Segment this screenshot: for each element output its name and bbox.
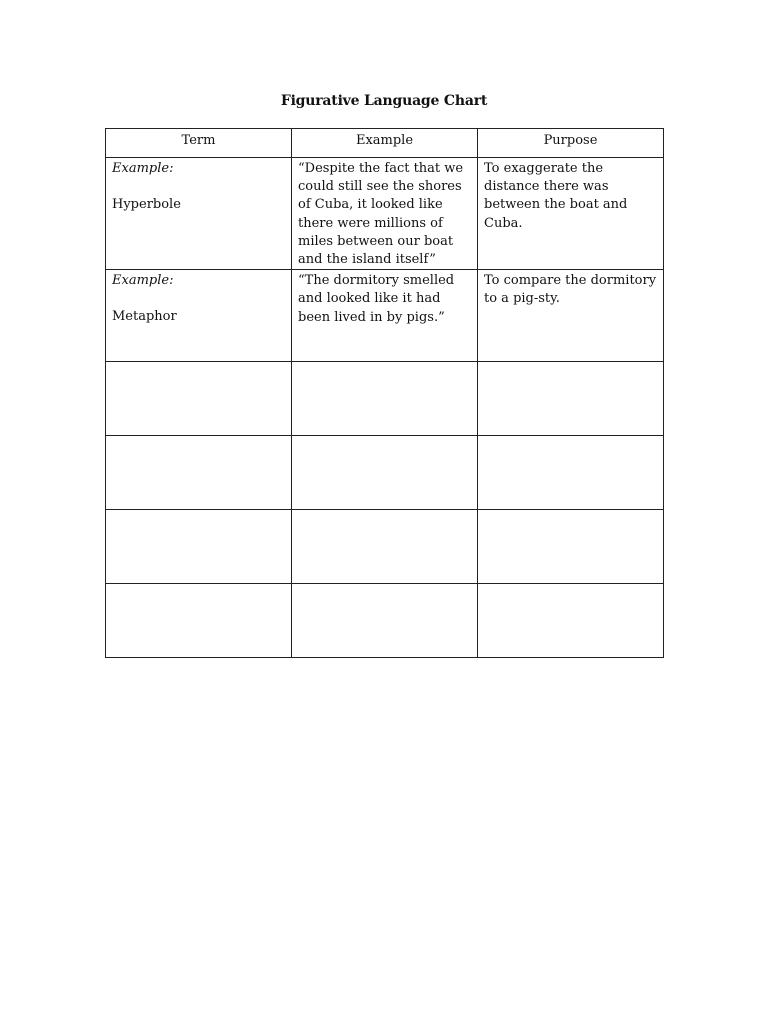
empty-purpose-cell[interactable] — [478, 510, 664, 584]
empty-example-cell[interactable] — [292, 436, 478, 510]
empty-purpose-cell[interactable] — [478, 436, 664, 510]
empty-purpose-cell[interactable] — [478, 362, 664, 436]
empty-example-cell[interactable] — [292, 510, 478, 584]
table-row — [106, 270, 664, 362]
empty-table-row — [106, 510, 664, 584]
empty-table-row — [106, 436, 664, 510]
purpose-cell: To compare the dormitory to a pig-sty. — [478, 270, 664, 362]
term-name: Hyperbole — [112, 197, 181, 213]
empty-purpose-cell[interactable] — [478, 584, 664, 658]
term-name: Metaphor — [112, 309, 177, 325]
example-label: Example: — [112, 161, 174, 176]
example-cell: “The dormitory smelled and looked like it had been lived in by pigs.” — [292, 270, 478, 362]
empty-term-cell[interactable] — [106, 510, 292, 584]
table-header-row — [106, 129, 664, 158]
term-cell — [106, 270, 292, 362]
empty-term-cell[interactable] — [106, 362, 292, 436]
header-purpose: Purpose — [478, 129, 664, 158]
header-example: Example — [292, 129, 478, 158]
empty-example-cell[interactable] — [292, 362, 478, 436]
term-cell — [106, 158, 292, 270]
purpose-cell: To exaggerate the distance there was between the boat and Cuba. — [478, 158, 664, 270]
empty-table-row — [106, 362, 664, 436]
example-cell: “Despite the fact that we could still see the shores of Cuba, it looked like there were millions of miles between our boat and the island itself” — [292, 158, 478, 270]
example-label: Example: — [112, 273, 174, 289]
empty-table-row — [106, 584, 664, 658]
figurative-language-table — [105, 128, 664, 658]
page-title: Figurative Language Chart — [280, 93, 488, 109]
empty-term-cell[interactable] — [106, 584, 292, 658]
header-term: Term — [106, 129, 292, 158]
table-row — [106, 158, 664, 270]
empty-term-cell[interactable] — [106, 436, 292, 510]
empty-example-cell[interactable] — [292, 584, 478, 658]
